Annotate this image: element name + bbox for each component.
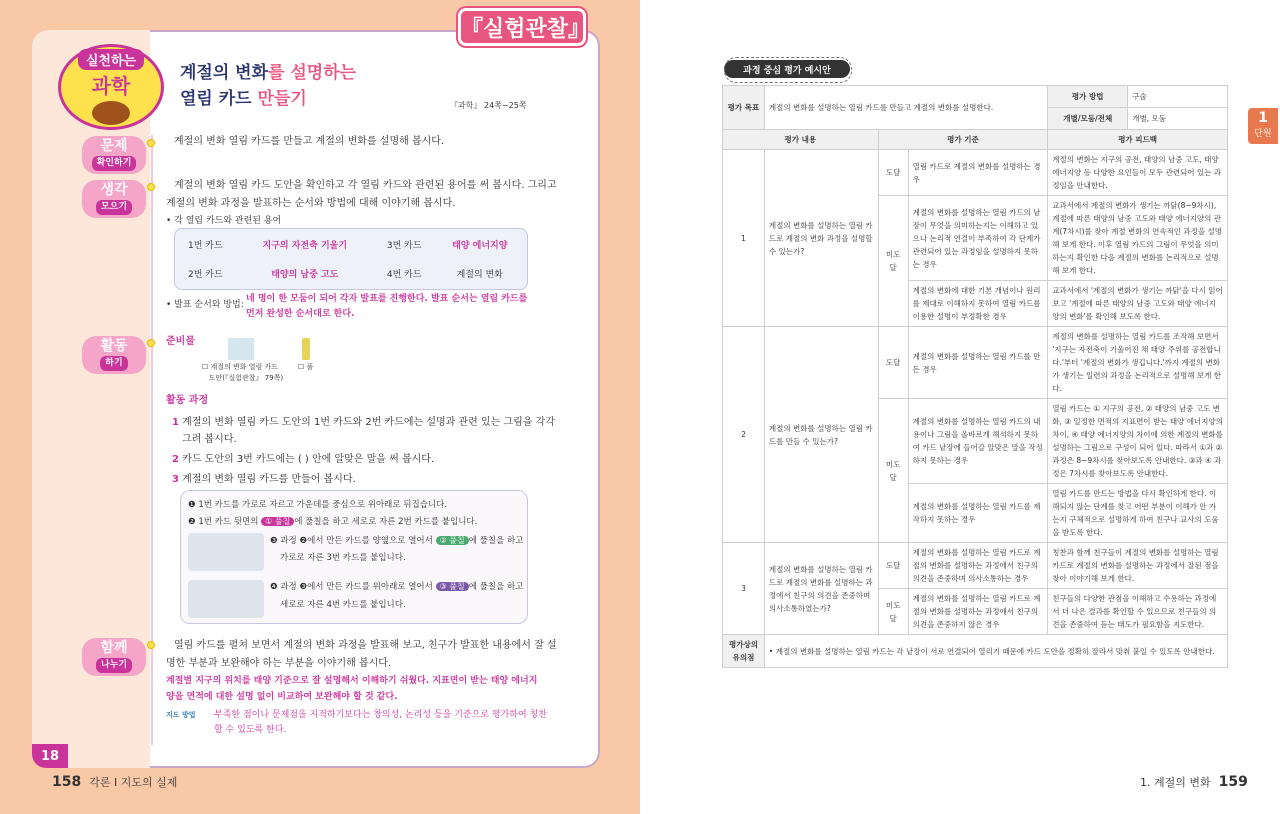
table-row (723, 150, 1228, 196)
title-part: 를 설명하는 (268, 63, 357, 83)
think-bullet: • 각 열림 카드와 관련된 용어 (166, 216, 282, 226)
table-row (177, 231, 525, 258)
footer-left (52, 774, 177, 790)
level-cell: 미도달 (878, 399, 908, 543)
table-header: 평가 목표 (723, 86, 765, 130)
think-text: 계절의 변화 열림 카드 도안을 확인하고 각 열림 카드와 관련된 용어를 써 봅시다. 그리고 (174, 180, 557, 191)
prep-item-text: 풀 (306, 363, 314, 371)
method-answer: 네 명이 한 모둠이 되어 각자 발표를 진행한다. 발표 순서는 열림 카드를 (246, 294, 528, 304)
section-tag-activity (82, 336, 146, 374)
criteria-cell: 계절의 변화에 대한 기본 개념이나 원리를 제대로 이해하지 못하여 열림 카드를 이용한 설명이 부정확한 경우 (908, 281, 1048, 327)
logo-top: 실천하는 (78, 49, 144, 70)
tag-top: 생각 (100, 182, 128, 198)
tip-label: 지도 방법 (166, 711, 196, 719)
table-cell: 계절의 변화 (456, 270, 503, 280)
table-row (177, 260, 525, 287)
table-cell: 3번 카드 (386, 241, 422, 251)
step-text: 계절의 변화 열림 카드 도안의 1번 카드와 2번 카드에는 설명과 관련 있는 그림을 각각 (182, 417, 555, 428)
footer-text: 1. 계절의 변화 (1140, 776, 1211, 789)
tip-text: 부족한 점이나 문제점을 지적하기보다는 창의성, 논리성 등을 기준으로 평가하여 칭찬 (214, 710, 547, 720)
level-cell: 도달 (878, 150, 908, 196)
share-answer: 계절별 지구의 위치를 태양 기준으로 잘 설명해서 이해하기 쉬웠다. 지표면이 받는 태양 에너지 (166, 676, 538, 686)
share-text: 명한 부분과 보완해야 하는 부분을 이야기해 봅시다. (166, 658, 392, 669)
substep-2: ❷ 1번 카드 뒷면의 ① 풀칠 에 풀칠을 하고 세로로 자른 2번 카드를 붙입니다. (188, 517, 478, 527)
think-bullet: • 발표 순서와 방법: (166, 300, 244, 310)
level-cell: 미도달 (878, 589, 908, 635)
table-header: 평가상의 유의점 (723, 635, 765, 668)
table-cell: 1번 카드 (188, 241, 223, 251)
feedback-cell: 계절의 변화를 설명하는 열림 카드를 조작해 보면서 '지구는 자전축이 기울어진 채 태양 주위를 공전합니다.'부터 '계절의 변화가 생깁니다.'까지 계절의 변화가 생기는 일련의 과정을 논리적으로 설명해 보게 한다. (1048, 327, 1228, 399)
criteria-cell: 계절의 변화를 설명하는 열림 카드로 계절의 변화를 설명하는 과정에서 친구의 의견을 존중하지 않은 경우 (908, 589, 1048, 635)
table-cell: 지구의 자전축 기울기 (262, 241, 348, 251)
level-cell: 도달 (878, 327, 908, 399)
substep-4: ❹ 과정 ❸에서 만든 카드를 위아래로 열어서 ③ 풀칠 에 풀칠을 하고 (270, 582, 524, 592)
footer-text: 각론 Ⅰ 지도의 실제 (89, 776, 178, 789)
step-text: 카드 도안의 3번 카드에는 ( ) 안에 알맞은 말을 써 봅시다. (182, 454, 435, 465)
tag-bottom: 모으기 (96, 200, 132, 215)
card-page-number: 18 (32, 744, 68, 768)
page-number: 159 (1218, 774, 1248, 790)
substep-text: 에 풀칠을 하고 세로로 자른 2번 카드를 붙입니다. (294, 517, 478, 527)
table-row (723, 543, 1228, 589)
feedback-cell: 열림 카드를 만드는 방법을 다시 확인하게 한다. 이해되지 않는 단계를 찾고 어떤 부분이 이해가 안 가는지 구체적으로 설명하게 하여 친구나 교사의 도움을 받도록 한다. (1048, 484, 1228, 543)
goal-cell: 계절의 변화를 설명하는 열림 카드를 만들고 계절의 변화를 설명한다. (764, 86, 1047, 130)
note-cell: • 계절의 변화를 설명하는 열림 카드는 각 낱장이 서로 연결되어 열리기 때문에 카드 도안을 정확히 잘라서 맞춰 붙일 수 있도록 안내한다. (764, 635, 1227, 668)
prep-title: 준비물 (166, 336, 195, 347)
textbook-reference: 『과학』 24쪽~25쪽 (450, 101, 527, 110)
table-cell: 2번 카드 (188, 270, 223, 280)
substep-text: 과정 (280, 582, 297, 592)
unit-label: 단원 (1254, 129, 1272, 139)
method-value: 구술 (1132, 92, 1147, 101)
feedback-cell: 친구들의 다양한 관점을 이해하고 수용하는 과정에서 더 나은 결과를 확인할 수 있으므로 친구들의 의견을 존중하여 듣는 태도가 필요함을 지도한다. (1048, 589, 1228, 635)
step-1: 1 계절의 변화 열림 카드 도안의 1번 카드와 2번 카드에는 설명과 관련 있는 그림을 각각 (172, 417, 555, 428)
title-part: 만들기 (257, 89, 307, 109)
process-photo (188, 580, 264, 618)
substep-text: 1번 카드 뒷면의 (198, 517, 259, 527)
content-cell: 계절의 변화를 설명하는 열림 카드로 계절의 변화를 설명하는 과정에서 친구의 의견을 존중하며 의사소통하였는가? (764, 543, 878, 635)
substep-4-cont: 세로로 자른 4번 카드를 붙입니다. (280, 600, 406, 610)
page-title (180, 60, 356, 112)
substep-text: 1번 카드를 가로로 자르고 가운데를 중심으로 위아래로 뒤집습니다. (198, 500, 448, 510)
feedback-cell: 열림 카드는 ① 지구의 공전, ② 태양의 남중 고도 변화, ③ 일정한 면적의 지표면이 받는 태양 에너지양의 차이, ④ 태양 에너지양의 차이에 의한 계절의 변화를 설명하는 그림으로 구성이 되어 있다. 따라서 ①과 ② 과정은 8~9차시를 찾아보도록 안내한다. ③과 ④ 과정은 7차시를 찾아보도록 안내한다. (1048, 399, 1228, 484)
row-number: 1 (723, 150, 765, 327)
prep-item: ☐ 계절의 변화 열림 카드 도안(『실험관찰』 79쪽) (202, 363, 284, 382)
type-value: 개별, 모둠 (1132, 114, 1166, 123)
feedback-cell: 계절의 변화는 지구의 공전, 태양의 남중 고도, 태양 에너지양 등 다양한 요인들이 모두 관련되어 있는 과정임을 안내한다. (1048, 150, 1228, 196)
share-text: 열림 카드를 펼쳐 보면서 계절의 변화 과정을 발표해 보고, 친구가 발표한 내용에서 잘 설 (174, 640, 557, 651)
tag-bottom: 나누기 (96, 658, 132, 673)
substep-text: 에서 만든 카드를 양옆으로 열어서 (307, 536, 433, 546)
level-cell: 미도달 (878, 196, 908, 327)
page-number: 158 (52, 774, 82, 790)
table-row (723, 327, 1228, 399)
row-number: 3 (723, 543, 765, 635)
feedback-cell: 교과서에서 계절의 변화가 생기는 까닭(8~9차시), 계절에 따른 태양의 남중 고도와 태양 에너지양의 관계(7차시)를 찾아 계절 변화의 연속적인 과정을 설명해 보게 한다. 이후 열림 카드의 그림이 무엇을 의미하는지 확인한 다음 계절의 변화를 논리적으로 설명해 보게 한다. (1048, 196, 1228, 281)
logo (58, 44, 164, 130)
evaluation-table (722, 85, 1228, 668)
tag-bottom: 하기 (100, 356, 127, 371)
unit-tab (1248, 108, 1278, 144)
prep-item-text: 도안(『실험관찰』 79쪽) (208, 374, 284, 382)
card-sheet-icon (228, 338, 254, 360)
tag-top: 활동 (100, 338, 128, 354)
tip-text: 할 수 있도록 한다. (214, 725, 287, 735)
table-cell: 태양 에너지양 (452, 241, 508, 251)
feedback-cell: 칭찬과 함께 친구들이 계절의 변화를 설명하는 열림 카드로 계절의 변화를 설명하는 과정에서 잘된 점을 찾아 이야기해 보게 한다. (1048, 543, 1228, 589)
feedback-cell: 교과서에서 '계절의 변화가 생기는 까닭'을 다시 읽어 보고 '계절에 따른 태양의 남중 고도와 태양 에너지양의 변화'를 확인해 보도록 한다. (1048, 281, 1228, 327)
section-tag-share (82, 638, 146, 676)
table-row (723, 635, 1228, 668)
glue-icon (302, 338, 310, 360)
prep-item: ☐ 풀 (298, 363, 314, 371)
think-text: 계절의 변화 과정을 발표하는 순서와 방법에 대해 이야기해 봅시다. (166, 198, 456, 209)
share-answer: 양을 면적에 대한 설명 없이 비교하여 보완해야 할 것 같다. (166, 692, 398, 702)
dot (147, 139, 155, 147)
table-row (723, 86, 1228, 108)
mascot-icon (92, 101, 130, 125)
type-cell (1048, 108, 1228, 130)
glue-badge: ① 풀칠 (261, 517, 294, 526)
method-answer: 먼저 완성한 순서대로 한다. (246, 309, 355, 319)
title-part: 계절의 변화 (180, 63, 269, 83)
table-cell: 4번 카드 (386, 270, 422, 280)
process-photo (188, 533, 264, 571)
unit-num: 1 (1258, 110, 1268, 126)
dot (147, 641, 155, 649)
table-header: 평가 방법 (1048, 86, 1128, 107)
method-cell (1048, 86, 1228, 108)
table-header: 평가 내용 (723, 130, 879, 150)
logo-bottom: 과학 (91, 74, 131, 98)
section-tag-problem (82, 136, 146, 174)
row-number: 2 (723, 327, 765, 543)
substep-text: 과정 (280, 536, 297, 546)
substep-text: 에서 만든 카드를 위아래로 열어서 (307, 582, 433, 592)
prep-item-text: 계절의 변화 열림 카드 (210, 363, 279, 371)
step-text: 계절의 변화 열림 카드를 만들어 봅시다. (182, 474, 356, 485)
glue-badge: ③ 풀칠 (436, 582, 469, 591)
tag-top: 문제 (100, 138, 128, 154)
substep-3-cont: 가로로 자른 3번 카드를 붙입니다. (280, 553, 406, 563)
keyword-table (174, 228, 528, 290)
section-tag-think (82, 180, 146, 218)
tag-top: 함께 (100, 640, 128, 656)
footer-right (1140, 774, 1256, 790)
substep-text: 에 풀칠을 하고 (468, 582, 524, 592)
table-row (723, 130, 1228, 150)
divider (151, 135, 153, 745)
criteria-cell: 계절의 변화를 설명하는 열림 카드를 제작하지 못하는 경우 (908, 484, 1048, 543)
criteria-cell: 계절의 변화를 설명하는 열림 카드의 내용이나 그림을 올바르게 해석하지 못하여 카드 낱장에 들어갈 알맞은 말을 작성하지 못하는 경우 (908, 399, 1048, 484)
step-1-cont: 그려 봅시다. (182, 434, 237, 445)
table-cell: 태양의 남중 고도 (271, 270, 339, 280)
table-header: 개별/모둠/전체 (1048, 108, 1128, 129)
level-cell: 도달 (878, 543, 908, 589)
tag-bottom: 확인하기 (92, 156, 137, 171)
table-header: 평가 기준 (878, 130, 1048, 150)
glue-badge: ② 풀칠 (436, 536, 469, 545)
section-tag-eval: 과정 중심 평가 예시안 (724, 60, 850, 78)
problem-text: 계절의 변화 열림 카드를 만들고 계절의 변화를 설명해 봅시다. (174, 136, 445, 147)
substep-3: ❸ 과정 ❷에서 만든 카드를 양옆으로 열어서 ② 풀칠 에 풀칠을 하고 (270, 536, 524, 546)
workbook-tag: 『실험관찰』 (458, 8, 586, 46)
content-cell: 계절의 변화를 설명하는 열림 카드로 계절의 변화 과정을 설명할 수 있는가? (764, 150, 878, 327)
criteria-cell: 계절의 변화를 설명하는 열림 카드를 만든 경우 (908, 327, 1048, 399)
dot (147, 339, 155, 347)
step-3: 3 계절의 변화 열림 카드를 만들어 봅시다. (172, 474, 356, 485)
criteria-cell: 계절의 변화를 설명하는 열림 카드의 낱장이 무엇을 의미하는지는 이해하고 있으나 논리적 연결이 부족하여 각 단계가 관련되어 있는 과정임을 설명하지 못하는 경우 (908, 196, 1048, 281)
substep-text: 에 풀칠을 하고 (468, 536, 524, 546)
step-2: 2 카드 도안의 3번 카드에는 ( ) 안에 알맞은 말을 써 봅시다. (172, 454, 435, 465)
criteria-cell: 계절의 변화를 설명하는 열림 카드로 계절의 변화를 설명하는 과정에서 친구의 의견을 존중하며 의사소통하는 경우 (908, 543, 1048, 589)
dot (147, 183, 155, 191)
substep-1: ❶ 1번 카드를 가로로 자르고 가운데를 중심으로 위아래로 뒤집습니다. (188, 500, 448, 510)
title-part: 열림 카드 (180, 89, 258, 109)
table-header: 평가 피드백 (1048, 130, 1228, 150)
criteria-cell: 열림 카드로 계절의 변화를 설명하는 경우 (908, 150, 1048, 196)
process-title: 활동 과정 (166, 395, 209, 406)
content-cell: 계절의 변화를 설명하는 열림 카드를 만들 수 있는가? (764, 327, 878, 543)
